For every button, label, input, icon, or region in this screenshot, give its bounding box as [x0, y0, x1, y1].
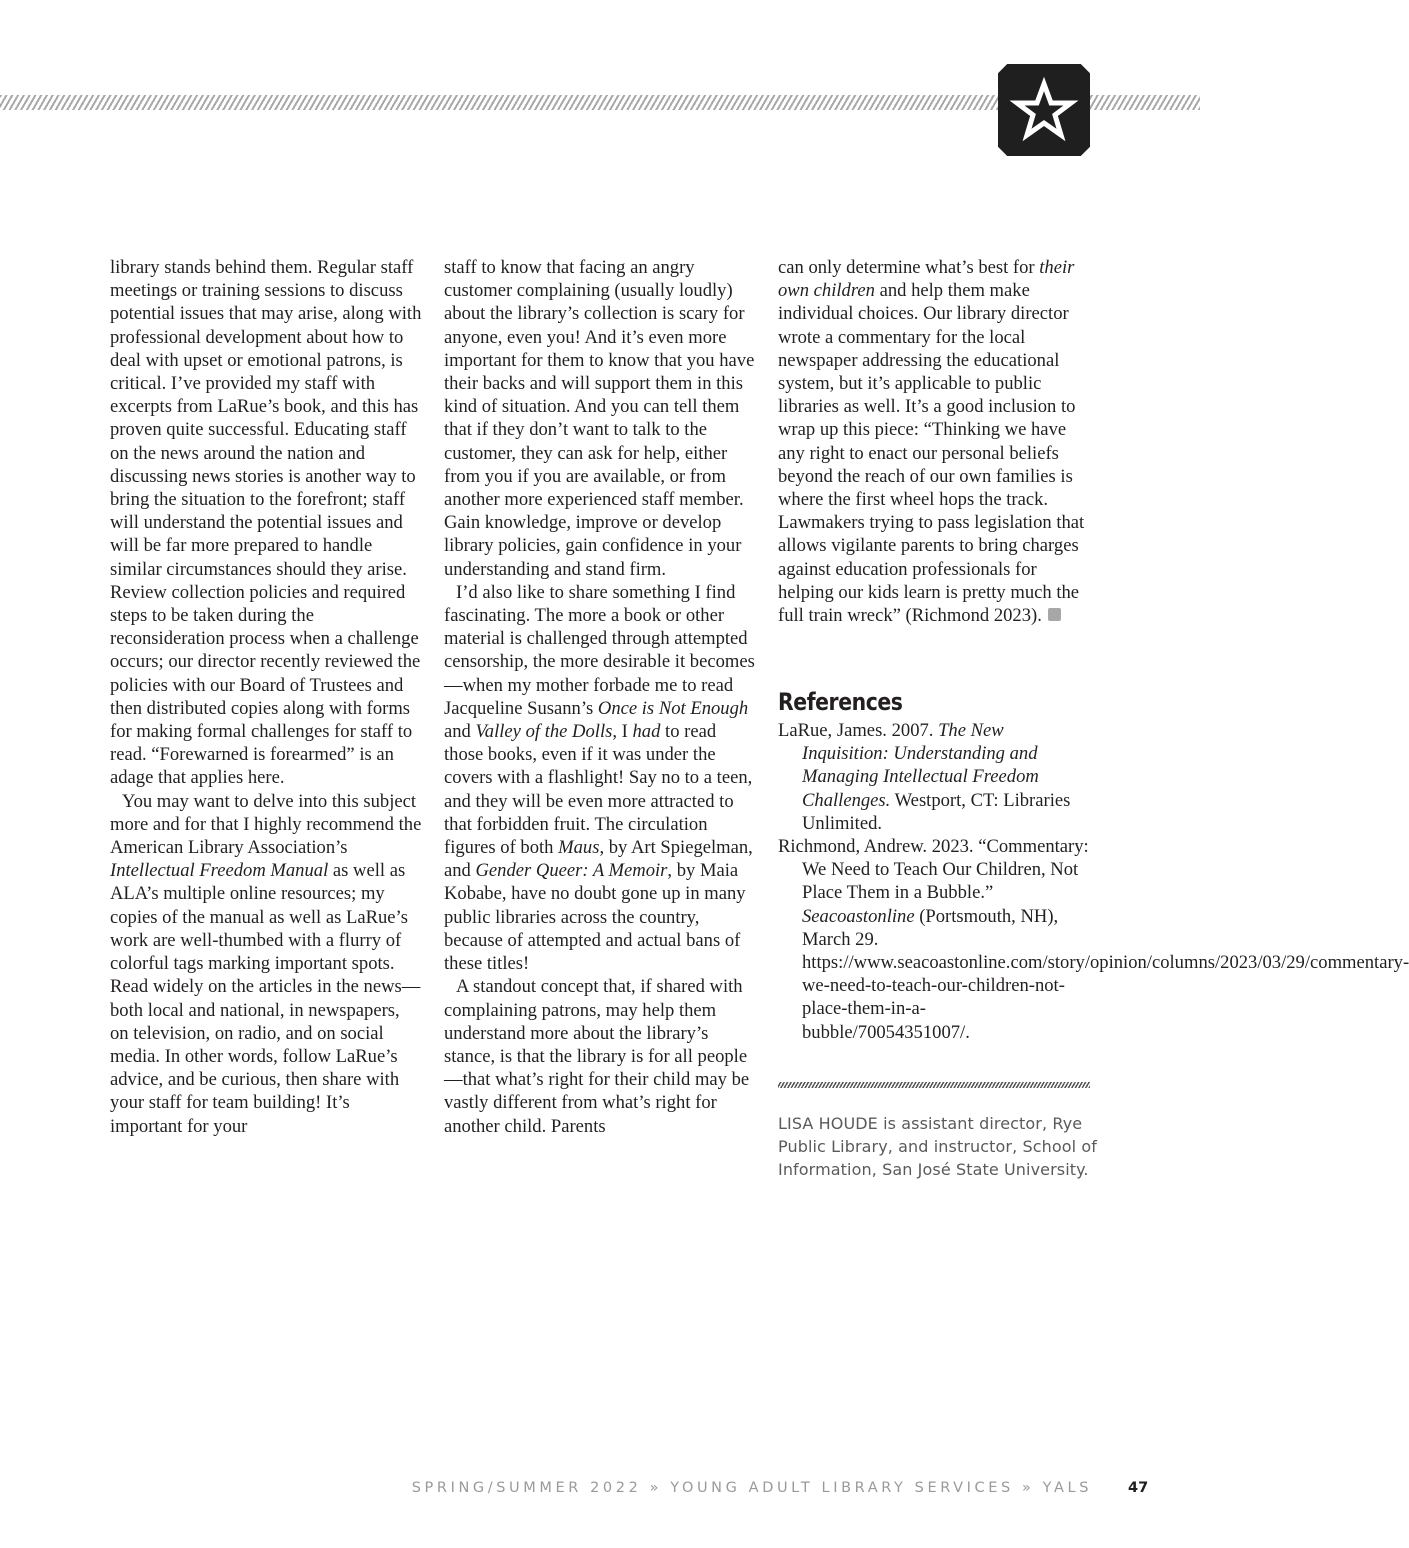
column-1	[110, 256, 422, 1138]
column-3	[778, 256, 1090, 627]
reference-item: Richmond, Andrew. 2023. “Commentary: We Need to Teach Our Children, Not Place Them in a Bubble.” Seacoastonline (Portsmouth, NH), March 29. https://www.seacoastonline.com/story/opinion/columns/2023/03/29/commentary-we-need-to-teach-our-children-not-place-them-in-a-bubble/70054351007/.	[778, 836, 1409, 1043]
page-number: 47	[1128, 1480, 1149, 1496]
star-badge	[998, 64, 1090, 156]
references-heading: References	[778, 688, 903, 716]
footer-running-title: SPRING/SUMMER 2022 » YOUNG ADULT LIBRARY SERVICES » YALS	[411, 1480, 1092, 1496]
author-name: LISA HOUDE	[778, 1114, 878, 1133]
references-list	[778, 719, 1409, 1044]
column-2	[444, 256, 756, 1138]
reference-item: LaRue, James. 2007. The New Inquisition: Understanding and Managing Intellectual Freedom Challenges. Westport, CT: Libraries Unlimited.	[778, 720, 1071, 834]
paragraph: I’d also like to share something I find fascinating. The more a book or other material is challenged through attempted censorship, the more desirable it becomes—when my mother forbade me to read Jacqueline Susann’s Once is Not Enough and Valley of the Dolls, I had to read those books, even if it was under the covers with a flashlight! Say no to a teen, and they will be even more attracted to that forbidden fruit. The circulation figures of both Maus, by Art Spiegelman, and Gender Queer: A Memoir, by Maia Kobabe, have no doubt gone up in many public libraries across the country, because of attempted and actual bans of these titles!	[444, 581, 755, 975]
divider-rule	[778, 1082, 1090, 1088]
paragraph: staff to know that facing an angry customer complaining (usually loudly) about the library’s collection is scary for anyone, even you! And it’s even more important for them to know that you have their backs and will support them in this kind of situation. And you can tell them that if they don’t want to talk to the customer, they can ask for help, either from you if you are available, or from another more experienced staff member. Gain knowledge, improve or develop library policies, gain confidence in your understanding and stand firm.	[444, 257, 755, 580]
paragraph: library stands behind them. Regular staff meetings or training sessions to discuss potential issues that may arise, along with professional development about how to deal with upset or emotional patrons, is critical. I’ve provided my staff with excerpts from LaRue’s book, and this has proven quite successful. Educating staff on the news around the nation and discussing news stories is another way to bring the situation to the forefront; staff will understand the potential issues and will be far more prepared to handle similar circumstances should they arise. Review collection policies and required steps to be taken during the reconsideration process when a challenge occurs; our director recently reviewed the policies with our Board of Trustees and then distributed copies along with forms for making formal challenges for staff to read. “Forewarned is forearmed” is an adage that applies here.	[110, 257, 422, 789]
paragraph: can only determine what’s best for their own children and help them make individual choices. Our library director wrote a commentary for the local newspaper addressing the educational system, but it’s applicable to public libraries as well. It’s a good inclusion to wrap up this piece: “Thinking we have any right to enact our personal beliefs beyond the reach of our own families is where the first wheel hops the track. Lawmakers trying to pass legislation that allows vigilante parents to bring charges against education professionals for helping our kids learn is pretty much the full train wreck” (Richmond 2023).	[778, 257, 1085, 627]
star-icon	[1012, 78, 1076, 142]
paragraph: You may want to delve into this subject more and for that I highly recommend the American Library Association’s Intellectual Freedom Manual as well as ALA’s multiple online resources; my copies of the manual as well as LaRue’s work are well-thumbed with a flurry of colorful tags marking important spots. Read widely on the articles in the news—both local and national, in newspapers, on television, on radio, and on social media. In other words, follow LaRue’s advice, and be curious, then share with your staff for team building! It’s important for your	[110, 790, 422, 1137]
paragraph: A standout concept that, if shared with complaining patrons, may help them understand more about the library’s stance, is that the library is for all people—that what’s right for their child may be vastly different from what’s right for another child. Parents	[444, 976, 750, 1137]
author-bio: LISA HOUDE is assistant director, Rye Public Library, and instructor, School of Information, San José State University.	[778, 1114, 1097, 1179]
end-mark-icon	[1048, 608, 1061, 621]
